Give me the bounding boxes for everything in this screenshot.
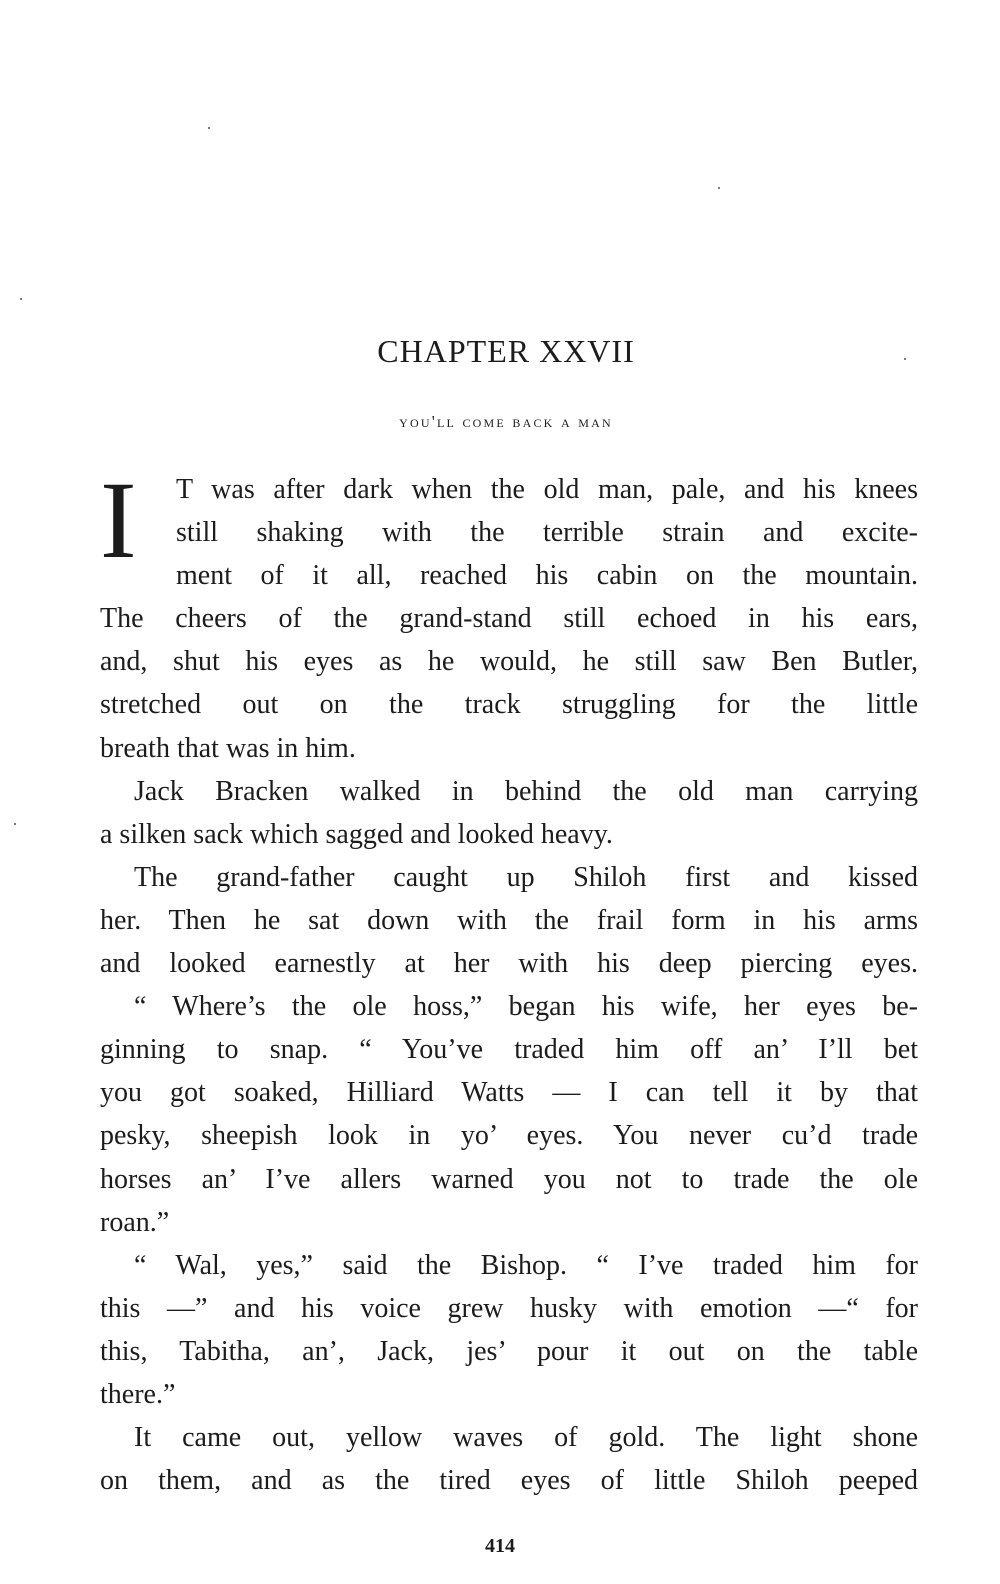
text-line: this, Tabitha, an’, Jack, jes’ pour it out on the table (100, 1335, 918, 1367)
text-line: a silken sack which sagged and looked heavy. (100, 818, 613, 850)
text-line: “ Wal, yes,” said the Bishop. “ I’ve traded him for (134, 1249, 918, 1281)
text-line: you got soaked, Hilliard Watts — I can tell it by that (100, 1077, 918, 1109)
ink-speck (718, 187, 720, 189)
ink-speck (14, 823, 16, 825)
text-line: this —” and his voice grew husky with emotion —“ for (100, 1292, 918, 1324)
text-line: ment of it all, reached his cabin on the mountain. (176, 560, 918, 592)
text-line: The grand-father caught up Shiloh first and kissed (134, 861, 918, 893)
ink-speck (208, 127, 210, 129)
text-line: “ Where’s the ole hoss,” began his wife, her eyes be- (134, 991, 918, 1023)
text-line: there.” (100, 1378, 176, 1410)
text-line: and, shut his eyes as he would, he still saw Ben Butler, (100, 646, 918, 678)
text-line: her. Then he sat down with the frail form in his arms (100, 904, 918, 936)
text-line: pesky, sheepish look in yo’ eyes. You never cu’d trade (100, 1120, 918, 1152)
text-line: still shaking with the terrible strain and excite- (176, 517, 918, 549)
ink-speck (20, 298, 22, 300)
text-line: T was after dark when the old man, pale, and his knees (176, 474, 918, 505)
text-line: Jack Bracken walked in behind the old man carrying (134, 775, 918, 807)
text-line: on them, and as the tired eyes of little Shiloh peeped (100, 1465, 918, 1497)
text-line: roan.” (100, 1206, 170, 1238)
text-line: ginning to snap. “ You’ve traded him off an’ I’ll bet (100, 1034, 918, 1066)
chapter-subtitle: you'll come back a man (399, 412, 613, 431)
drop-cap: I (100, 459, 137, 581)
text-line: It came out, yellow waves of gold. The light shone (134, 1422, 918, 1454)
page-number: 414 (485, 1535, 515, 1557)
body-text (100, 459, 918, 1502)
text-line: and looked earnestly at her with his deep piercing eyes. (100, 948, 918, 980)
text-line: The cheers of the grand-stand still echoed in his ears, (100, 603, 918, 635)
chapter-title: CHAPTER XXVII (377, 333, 635, 369)
text-line: breath that was in him. (100, 732, 356, 764)
text-line: stretched out on the track struggling for the little (100, 689, 918, 721)
text-line: horses an’ I’ve allers warned you not to trade the ole (100, 1163, 918, 1195)
